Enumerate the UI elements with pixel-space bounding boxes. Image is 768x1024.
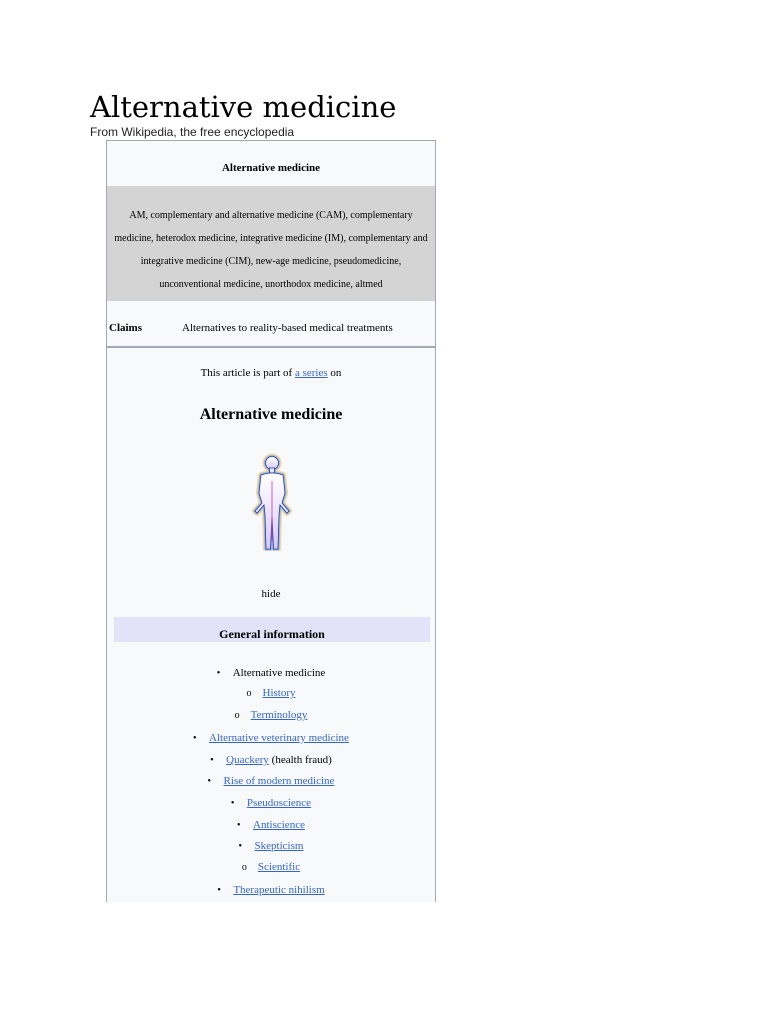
list-item-link[interactable]: Rise of modern medicine	[223, 775, 335, 787]
human-aura-figure-icon	[237, 451, 307, 551]
list-item	[107, 685, 435, 701]
bullet-icon: •	[193, 733, 197, 744]
infobox-aliases: AM, complementary and alternative medicine (CAM), complementary medicine, heterodox medicine, integrative medicine (IM), complementary and integrative medicine (CIM), new-age medicine, pseudomedicine, unconventional medicine, unorthodox medicine, altmed	[107, 186, 435, 301]
page-title: Alternative medicine	[90, 90, 397, 124]
list-item-link[interactable]: Therapeutic nihilism	[233, 884, 325, 896]
section-header-general-information: General information	[114, 617, 430, 642]
list-item-link[interactable]: History	[262, 687, 296, 699]
list-item-link[interactable]: Alternative veterinary medicine	[209, 732, 349, 744]
series-intro	[107, 363, 435, 383]
bullet-icon: •	[210, 755, 214, 766]
series-title: Alternative medicine	[199, 406, 343, 423]
claims-value: Alternatives to reality-based medical treatments	[182, 322, 393, 334]
series-link[interactable]: a series	[294, 367, 328, 379]
circle-bullet-icon: o	[246, 688, 252, 699]
bullet-icon: •	[238, 841, 243, 852]
list-item	[107, 859, 435, 875]
human-aura-figure-svg	[237, 451, 307, 551]
list-item-link[interactable]: Scientific	[257, 861, 301, 873]
list-item	[107, 730, 435, 746]
hide-toggle[interactable]: hide	[261, 588, 281, 600]
series-intro-after: on	[330, 367, 342, 379]
series-intro-before: This article is part of	[200, 367, 293, 379]
page-subtitle: From Wikipedia, the free encyclopedia	[90, 125, 295, 139]
list-item	[107, 773, 435, 789]
claims-label: Claims	[109, 322, 142, 334]
list-item-link[interactable]: Antiscience	[253, 819, 305, 831]
bullet-icon: •	[230, 798, 235, 809]
list-item	[107, 752, 435, 768]
bullet-icon: •	[217, 885, 221, 896]
list-item	[107, 795, 435, 811]
infobox-title: Alternative medicine	[221, 162, 321, 174]
list-item-link[interactable]: Skepticism	[254, 840, 304, 852]
infobox	[106, 140, 436, 902]
infobox-divider	[107, 346, 435, 348]
infobox-claims-row	[107, 315, 435, 341]
circle-bullet-icon: o	[234, 710, 240, 721]
list-item	[107, 882, 435, 898]
list-item	[107, 665, 435, 681]
circle-bullet-icon: o	[241, 862, 247, 873]
list-item	[107, 838, 435, 854]
list-item-link[interactable]: Pseudoscience	[246, 797, 312, 809]
bullet-icon: •	[207, 776, 212, 787]
bullet-icon: •	[216, 668, 221, 679]
list-item-suffix: (health fraud)	[268, 754, 332, 766]
list-item-link[interactable]: Quackery	[226, 754, 269, 766]
list-item-link[interactable]: Terminology	[250, 709, 308, 721]
list-item-text: Alternative medicine	[232, 667, 326, 679]
list-item	[107, 707, 435, 723]
list-item	[107, 817, 435, 833]
bullet-icon: •	[237, 820, 241, 831]
